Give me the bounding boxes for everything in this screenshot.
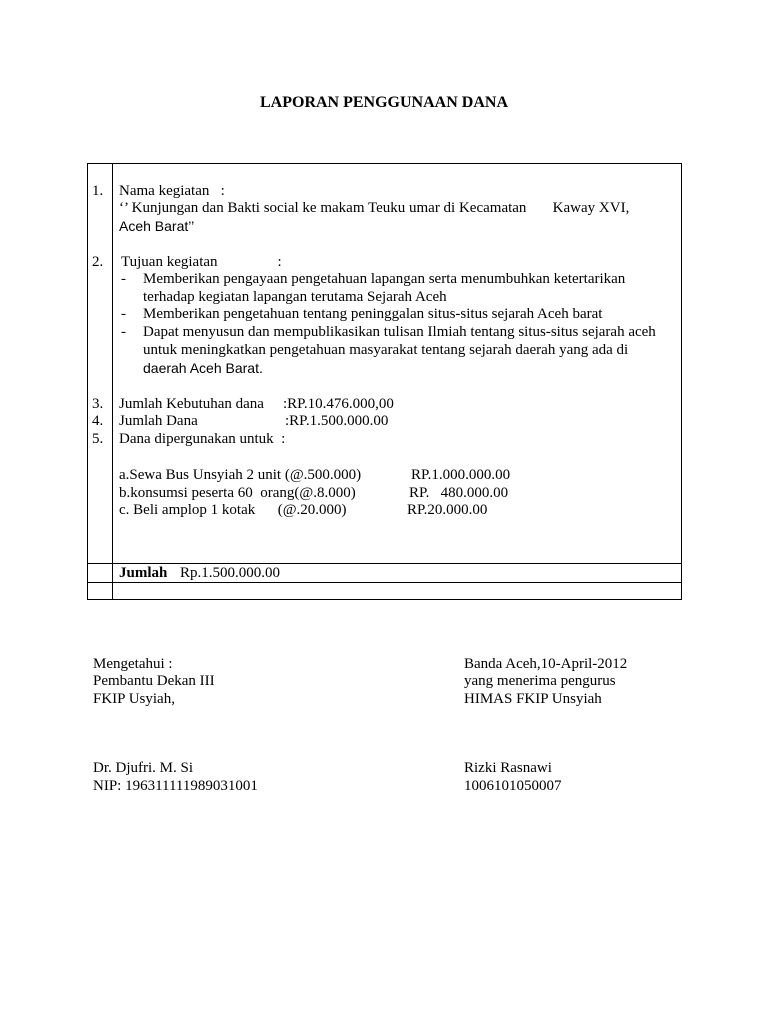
- funding-need-label: Jumlah Kebutuhan dana: [119, 396, 264, 412]
- funding-usage-label: Dana dipergunakan untuk :: [119, 431, 286, 447]
- item-number-4: 4.: [92, 413, 104, 429]
- bullet-mark: -: [121, 271, 126, 287]
- expense-desc: c. Beli amplop 1 kotak (@.20.000): [119, 502, 347, 518]
- right-signatory-name: Rizki Rasnawi: [464, 760, 552, 776]
- right-sign-line-3: HIMAS FKIP Unsyiah: [464, 691, 602, 707]
- purpose-bullet-3-line-2: untuk meningkatkan pengetahuan masyarakat tentang sejarah daerah yang ada di: [143, 342, 629, 358]
- item-number-1: 1.: [92, 183, 104, 199]
- item-number-5: 5.: [92, 431, 104, 447]
- left-sign-line-3: FKIP Usyiah,: [93, 691, 175, 707]
- activity-name-label: Nama kegiatan :: [119, 183, 225, 199]
- total-label: Jumlah: [119, 565, 168, 581]
- total-value: Rp.1.500.000.00: [180, 565, 281, 581]
- purpose-bullet-3-line-3: daerah Aceh Barat.: [143, 360, 263, 376]
- purpose-bullet-1-line-2: terhadap kegiatan lapangan terutama Sejarah Aceh: [143, 289, 447, 305]
- purpose-bullet-2-line-1: Memberikan pengetahuan tentang peninggalan situs-situs sejarah Aceh barat: [143, 306, 603, 322]
- funding-total-label: Jumlah Dana: [119, 413, 198, 429]
- activity-purpose-label: Tujuan kegiatan :: [121, 254, 282, 270]
- left-signatory-id: NIP: 196311111989031001: [93, 778, 258, 794]
- page-title: LAPORAN PENGGUNAAN DANA: [260, 94, 508, 111]
- activity-name-line-2: Aceh Barat’’: [119, 218, 195, 234]
- purpose-bullet-1-line-1: Memberikan pengayaan pengetahuan lapangan serta menumbuhkan ketertarikan: [143, 271, 626, 287]
- right-sign-line-1: Banda Aceh,10-April-2012: [464, 656, 628, 672]
- item-number-2: 2.: [92, 254, 104, 270]
- funding-total-value: :RP.1.500.000.00: [285, 413, 389, 429]
- expense-amount: RP.1.000.000.00: [411, 467, 511, 483]
- left-sign-line-2: Pembantu Dekan III: [93, 673, 215, 689]
- table-row-divider-total: [87, 563, 682, 564]
- expense-amount: RP.20.000.00: [407, 502, 488, 518]
- item-number-3: 3.: [92, 396, 104, 412]
- table-column-divider: [112, 163, 113, 600]
- expense-amount: RP. 480.000.00: [409, 485, 509, 501]
- activity-name-line-1: ‘’ Kunjungan dan Bakti social ke makam Teuku umar di Kecamatan Kaway XVI,: [119, 200, 630, 216]
- left-signatory-name: Dr. Djufri. M. Si: [93, 760, 194, 776]
- right-signatory-id: 1006101050007: [464, 778, 562, 794]
- expense-desc: b.konsumsi peserta 60 orang(@.8.000): [119, 485, 356, 501]
- right-sign-line-2: yang menerima pengurus: [464, 673, 616, 689]
- table-row-divider-bottom: [87, 582, 682, 583]
- purpose-bullet-3-line-1: Dapat menyusun dan mempublikasikan tulisan Ilmiah tentang situs-situs sejarah aceh: [143, 324, 656, 340]
- funding-need-value: :RP.10.476.000,00: [283, 396, 394, 412]
- bullet-mark: -: [121, 306, 126, 322]
- bullet-mark: -: [121, 324, 126, 340]
- expense-desc: a.Sewa Bus Unsyiah 2 unit (@.500.000): [119, 467, 362, 483]
- left-sign-line-1: Mengetahui :: [93, 656, 173, 672]
